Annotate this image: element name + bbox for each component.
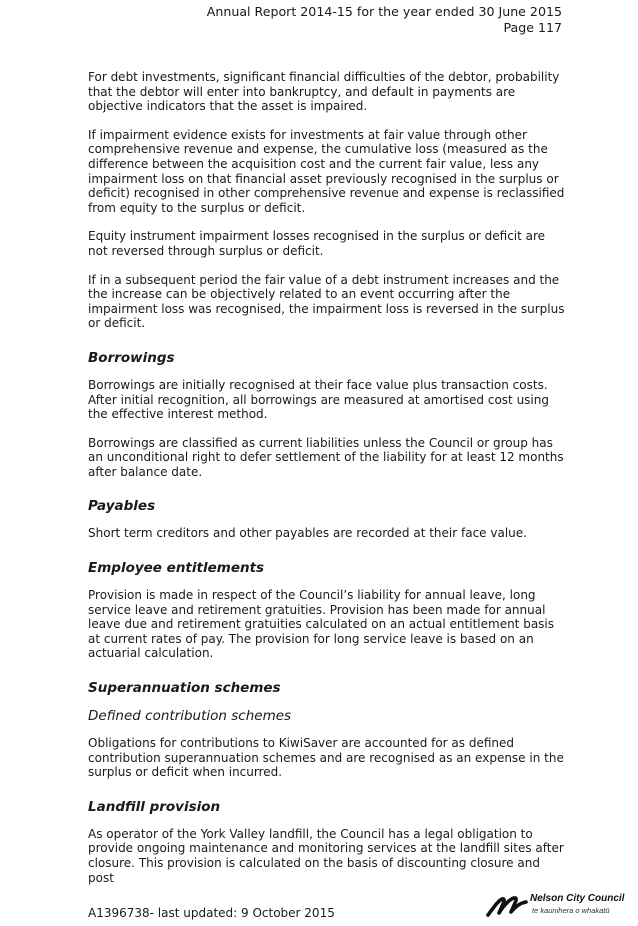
- paragraph: If in a subsequent period the fair value of a debt instrument increases and the the increase can be objectively related to an event occurring after the impairment loss was recognised, the impairment loss is reversed in the surplus or deficit.: [88, 272, 565, 331]
- page-header: [207, 4, 562, 36]
- paragraph: For debt investments, significant financial difficulties of the debtor, probability that the debtor will enter into bankruptcy, and default in payments are objective indicators that the asset is impaired.: [88, 70, 560, 114]
- paragraph: Borrowings are initially recognised at their face value plus transaction costs. After initial recognition, all borrowings are measured at amortised cost using the effective interest method.: [88, 377, 549, 422]
- document-body: [88, 70, 568, 899]
- nelson-city-council-logo-icon: [486, 895, 528, 917]
- report-title: Annual Report 2014-15 for the year ended 30 June 2015: [206, 4, 562, 19]
- logo-tagline: te kaunihera o whakatū: [532, 906, 610, 915]
- paragraph: Equity instrument impairment losses recognised in the surplus or deficit are not reversed through surplus or deficit.: [88, 229, 546, 258]
- section-heading-landfill: Landfill provision: [88, 798, 221, 815]
- council-logo: [486, 893, 625, 919]
- paragraph: If impairment evidence exists for investments at fair value through other comprehensive revenue and expense, the cumulative loss (measured as the difference between the acquisition cost and the current fair value, less any impairment loss on that financial asset previously recognised in the surplus or deficit) recognised in other comprehensive revenue and expense is reclassified from equity to the surplus or deficit.: [88, 127, 565, 215]
- section-heading-payables: Payables: [88, 498, 156, 515]
- paragraph: Short term creditors and other payables are recorded at their face value.: [88, 526, 527, 541]
- section-heading-superannuation: Superannuation schemes: [88, 680, 281, 697]
- paragraph: As operator of the York Valley landfill, the Council has a legal obligation to provide ongoing maintenance and monitoring services at the landfill sites after closure. This provision is calculated on the basis of discounting closure and post: [88, 826, 564, 885]
- paragraph: Provision is made in respect of the Council’s liability for annual leave, long service leave and retirement gratuities. Provision has been made for annual leave due and retirement gratuities calculated on an actual entitlement basis at current rates of pay. The provision for long service leave is based on an actuarial calculation.: [88, 588, 555, 661]
- paragraph: Borrowings are classified as current liabilities unless the Council or group has an unconditional right to defer settlement of the liability for at least 12 months after balance date.: [88, 435, 564, 479]
- logo-wordmark: Nelson City Council: [530, 893, 625, 904]
- section-heading-employee-entitlements: Employee entitlements: [88, 560, 265, 577]
- page-number: Page 117: [503, 20, 562, 35]
- subsection-heading-defined-contribution: Defined contribution schemes: [88, 708, 292, 725]
- footer-doc-ref: A1396738- last updated: 9 October 2015: [88, 906, 335, 920]
- section-heading-borrowings: Borrowings: [88, 349, 175, 366]
- paragraph: Obligations for contributions to KiwiSaver are accounted for as defined contribution superannuation schemes and are recognised as an expense in the surplus or deficit when incurred.: [88, 736, 564, 780]
